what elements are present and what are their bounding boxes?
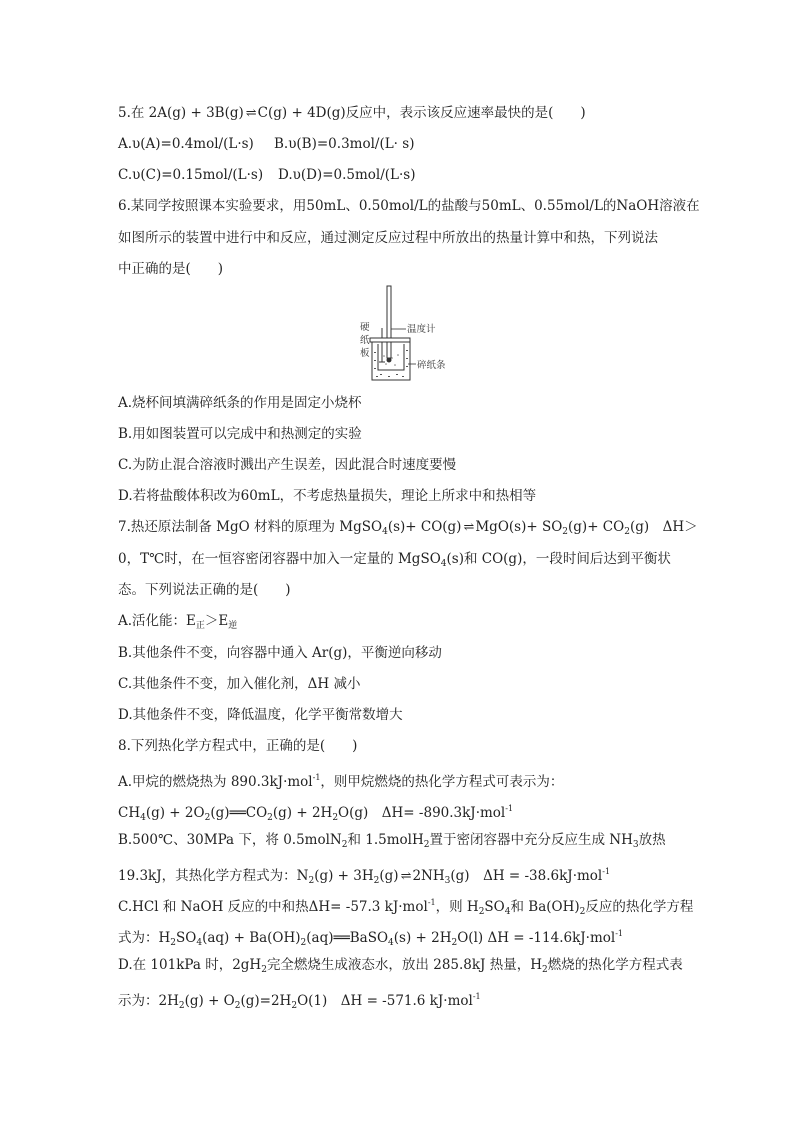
sub: 2 — [234, 1001, 241, 1011]
q8-option-a-line-1 — [118, 768, 563, 792]
sub: 2 — [341, 840, 348, 850]
q5-option-a: A.υ(A)=0.4mol/(L·s) — [118, 136, 254, 152]
q5-option-d: D.υ(D)=0.5mol/(L·s) — [278, 167, 416, 183]
reversible-arrow-icon: ⇌ — [400, 869, 411, 884]
q7-option-c: C.其他条件不变，加入催化剂，ΔH 减小 — [118, 676, 361, 692]
q6-option-a: A.烧杯间填满碎纸条的作用是固定小烧杯 — [118, 395, 362, 411]
sup: -1 — [427, 898, 436, 907]
q6-stem-line-3: 中正确的是( ) — [118, 261, 224, 277]
q5-stem-suffix: C(g) + 4D(g)反应中，表示该反应速率最快的是( ) — [257, 105, 586, 121]
calorimeter-figure — [360, 284, 470, 388]
t: (aq) + Ba(OH) — [202, 930, 301, 946]
q7-l2-a: 0，T℃时，在一恒容密闭容器中加入一定量的 MgSO — [118, 551, 441, 567]
label-board-1: 硬 — [360, 322, 370, 333]
label-paper-scraps: 碎纸条 — [417, 360, 446, 371]
t: 19.3kJ，其热化学方程式为：N — [118, 868, 309, 884]
sub: 2 — [451, 938, 458, 948]
sup: -1 — [312, 773, 321, 782]
reversible-arrow-icon: ⇌ — [463, 520, 474, 535]
sub: 2 — [204, 813, 211, 823]
label-board-3: 板 — [360, 348, 370, 359]
t: (s) + 2H — [393, 930, 452, 946]
t: (g) + 2H — [272, 805, 333, 821]
t: D.在 101kPa 时，2gH — [118, 957, 262, 973]
sub: 4 — [140, 813, 146, 823]
sub: 2 — [542, 965, 548, 975]
q7-l1-d: (g)+ CO — [568, 519, 625, 535]
sub: 2 — [579, 907, 586, 917]
t: (g) + 2O — [145, 805, 205, 821]
q5-option-b: B.υ(B)=0.3mol/(L· s) — [274, 136, 415, 152]
t: 示为：2H — [118, 993, 179, 1009]
label-thermometer: 温度计 — [407, 324, 436, 335]
sub: 2 — [373, 876, 380, 886]
q5-option-c: C.υ(C)=0.15mol/(L·s) — [118, 167, 264, 183]
q7-option-a — [118, 611, 237, 636]
sub: 3 — [632, 840, 639, 850]
q7-a-prefix: A.活化能：E — [118, 613, 196, 629]
t: (g)══CO — [210, 805, 268, 821]
q8-a1-b: ，则甲烷燃烧的热化学方程式可表示为： — [320, 774, 564, 790]
q7-l1-c: MgO(s)+ SO — [475, 519, 563, 535]
t: (g) + O — [184, 993, 235, 1009]
t: 放热 — [638, 832, 666, 848]
q7-stem-line-2 — [118, 549, 671, 574]
sub: 逆 — [228, 621, 238, 631]
q8-option-b-line-2 — [118, 862, 610, 891]
t: O(1) ΔH = -571.6 kJ·mol — [297, 993, 473, 1009]
q7-l1-e: (g) ΔH＞ — [629, 519, 698, 535]
t: CH — [118, 805, 141, 821]
q8-stem: 8.下列热化学方程式中，正确的是( ) — [118, 738, 358, 754]
q8-option-d-line-1 — [118, 955, 683, 980]
sub: 2 — [562, 527, 569, 537]
sub: 2 — [624, 527, 630, 537]
t: SO — [484, 899, 505, 915]
q6-option-b: B.用如图装置可以完成中和热测定的实验 — [118, 426, 362, 442]
sub: 2 — [300, 938, 307, 948]
t: 置于密闭容器中充分反应生成 NH — [429, 832, 633, 848]
q8-option-a-line-2 — [118, 799, 513, 828]
sub: 正 — [195, 621, 205, 631]
t: B.500℃、30MPa 下，将 0.5molN — [118, 832, 342, 848]
sub: 2 — [170, 938, 177, 948]
sub: 2 — [267, 813, 273, 823]
sup: -1 — [505, 804, 514, 813]
t: (g) — [379, 868, 399, 884]
sub: 2 — [308, 876, 315, 886]
q8-option-c-line-2 — [118, 924, 623, 953]
sub: 4 — [440, 559, 447, 569]
sup: -1 — [615, 929, 623, 938]
q8-option-c-line-1 — [118, 893, 693, 922]
thermometer-icon — [387, 286, 391, 358]
q5-stem-prefix: 5.在 2A(g) + 3B(g) — [118, 105, 244, 121]
sub: 4 — [388, 938, 394, 948]
cardboard-lid — [370, 338, 410, 342]
t: 和 1.5molH — [347, 832, 424, 848]
q6-option-d: D.若将盐酸体积改为60mL，不考虑热量损失，理论上所求中和热相等 — [118, 488, 537, 504]
q7-l1-a: 7.热还原法制备 MgO 材料的原理为 MgSO — [118, 519, 383, 535]
t: O(l) ΔH = -114.6kJ·mol — [457, 930, 616, 946]
t: (g) ΔH = -38.6kJ·mol — [450, 868, 603, 884]
t: C.HCl 和 NaOH 反应的中和热ΔH= -57.3 kJ·mol — [118, 899, 428, 915]
t: (g)=2H — [240, 993, 292, 1009]
sup: -1 — [472, 992, 481, 1001]
t: 燃烧的热化学方程式表 — [547, 957, 683, 973]
q7-option-d: D.其他条件不变，降低温度，化学平衡常数增大 — [118, 707, 403, 723]
q6-stem-line-2: 如图所示的装置中进行中和反应，通过测定反应过程中所放出的热量计算中和热，下列说法 — [118, 230, 658, 246]
q6-option-c: C.为防止混合溶液时溅出产生误差，因此混合时速度要慢 — [118, 457, 457, 473]
q7-option-b: B.其他条件不变，向容器中通入 Ar(g)，平衡逆向移动 — [118, 645, 442, 661]
sub: 2 — [478, 907, 485, 917]
sub: 4 — [504, 907, 511, 917]
t: (g) + 3H — [314, 868, 374, 884]
thermometer-bulb — [387, 358, 392, 363]
t: (aq)══BaSO — [306, 930, 389, 946]
sub: 2 — [261, 965, 267, 975]
sup: -1 — [602, 867, 611, 876]
sub: 3 — [444, 876, 451, 886]
sub: 2 — [291, 1001, 298, 1011]
q7-stem-line-1 — [118, 517, 698, 542]
t: 反应的热化学方程 — [585, 899, 694, 915]
t: 和 Ba(OH) — [510, 899, 580, 915]
q8-a1-a: A.甲烷的燃烧热为 890.3kJ·mol — [118, 774, 313, 790]
t: ，则 H — [435, 899, 479, 915]
q7-l2-b: (s)和 CO(g)，一段时间后达到平衡状 — [446, 551, 671, 567]
t: SO — [176, 930, 197, 946]
q8-option-d-line-2 — [118, 987, 481, 1016]
sub: 2 — [423, 840, 430, 850]
label-board-2: 纸 — [360, 335, 370, 346]
q7-stem-line-3: 态。下列说法正确的是( ) — [118, 582, 291, 598]
q5-stem — [118, 103, 586, 124]
sub: 2 — [178, 1001, 185, 1011]
q7-l1-b: (s)+ CO(g) — [387, 519, 462, 535]
reversible-arrow-icon: ⇌ — [245, 106, 256, 121]
t: 完全燃烧生成液态水，放出 285.8kJ 热量，H — [266, 957, 543, 973]
q7-a-mid: ＞E — [204, 613, 229, 629]
t: 式为：H — [118, 930, 171, 946]
q6-stem-line-1: 6.某同学按照课本实验要求，用50mL、0.50mol/L的盐酸与50mL、0.55mol/L的NaOH溶液在 — [118, 198, 700, 214]
t: O(g) ΔH= -890.3kJ·mol — [338, 805, 506, 821]
sub: 4 — [382, 527, 388, 537]
sub: 2 — [332, 813, 339, 823]
sub: 4 — [196, 938, 203, 948]
t: 2NH — [412, 868, 445, 884]
q8-option-b-line-1 — [118, 830, 666, 855]
